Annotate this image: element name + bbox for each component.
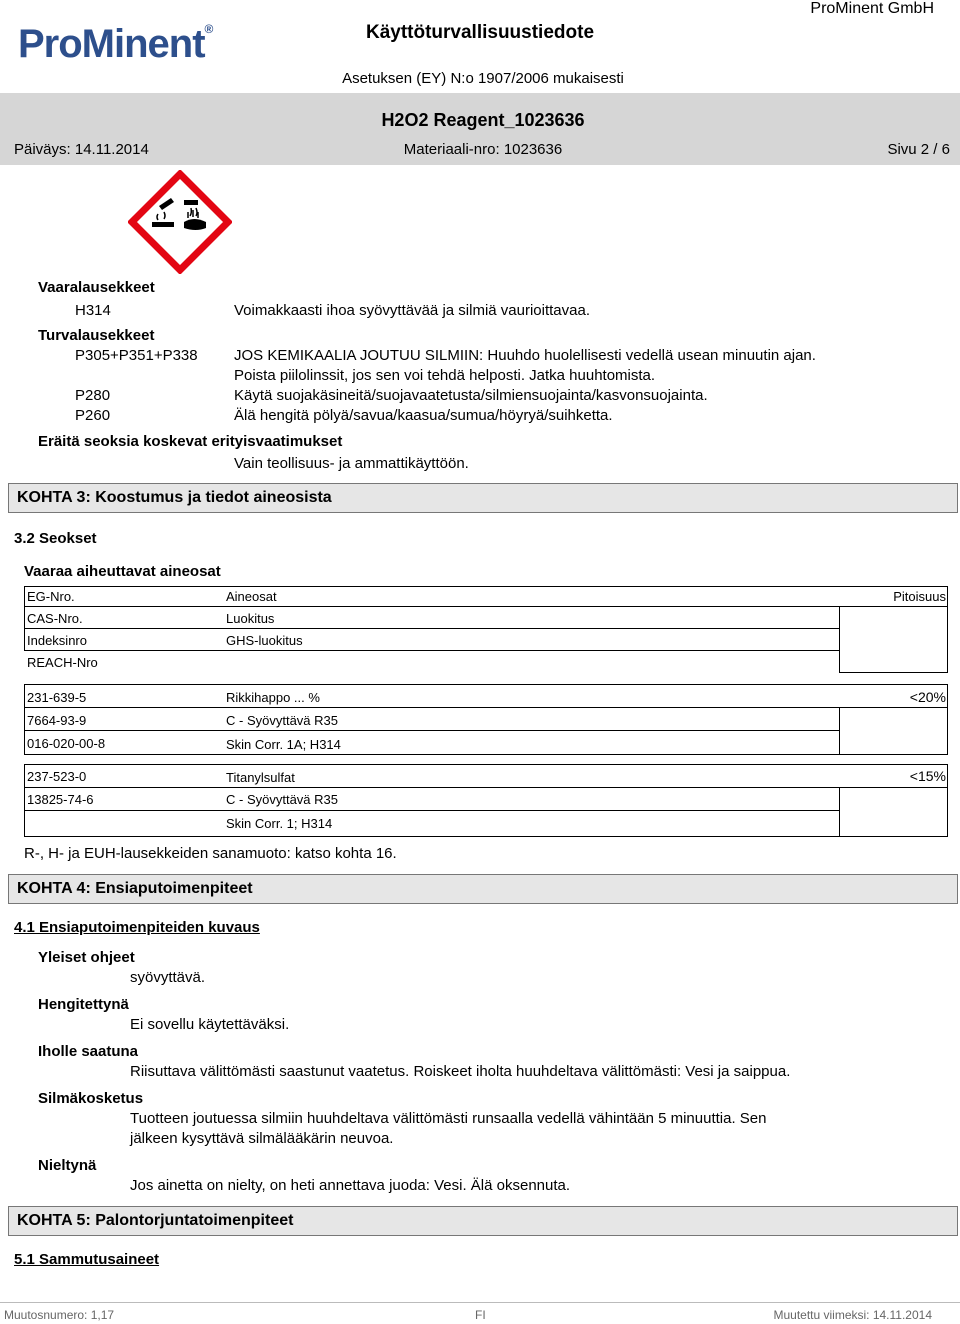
table-row-line-2 xyxy=(24,708,840,731)
index-number: 016-020-00-8 xyxy=(27,736,106,751)
statement-text-p280: Käytä suojakäsineitä/suojavaatetusta/silmiensuojainta/kasvonsuojainta. xyxy=(234,387,708,404)
component-classification: C - Syövyttävä R35 xyxy=(226,713,338,728)
section-4-header: KOHTA 4: Ensiaputoimenpiteet xyxy=(8,874,958,904)
first-aid-skin-text: Riisuttava välittömästi saastunut vaatetus. Roiskeet iholta huuhdeltava välittömästi: Vesi ja saippua. xyxy=(130,1063,791,1080)
column-components: Aineosat xyxy=(226,589,277,604)
component-name: Titanylsulfat xyxy=(226,770,295,785)
component-concentration: <15% xyxy=(909,768,946,784)
first-aid-inhalation-text: Ei sovellu käytettäväksi. xyxy=(130,1016,290,1033)
regulation-text: Asetuksen (EY) N:o 1907/2006 mukaisesti xyxy=(342,70,624,87)
statement-code-p260: P260 xyxy=(75,407,111,424)
components-table-title: Vaaraa aiheuttavat aineosat xyxy=(24,563,221,580)
section-3-header: KOHTA 3: Koostumus ja tiedot aineosista xyxy=(8,483,958,513)
statement-text-p305-continued: Poista piilolinssit, jos sen voi tehdä helposti. Jatka huuhtomista. xyxy=(234,367,656,384)
table-header-concentration-cell xyxy=(839,606,948,673)
column-ghs-classification: GHS-luokitus xyxy=(226,633,303,648)
component-name: Rikkihappo ... % xyxy=(226,690,320,705)
table-row xyxy=(24,684,948,708)
first-aid-eye-text: Tuotteen joutuessa silmiin huuhdeltava välittömästi runsaalla vedellä vähintään 5 minuuttia. Sen xyxy=(130,1110,767,1127)
issue-date: Päiväys: 14.11.2014 xyxy=(14,141,149,158)
statement-code-p280: P280 xyxy=(75,387,111,404)
column-concentration: Pitoisuus xyxy=(893,589,946,604)
r-h-euh-note: R-, H- ja EUH-lausekkeiden sanamuoto: katso kohta 16. xyxy=(24,845,397,862)
statement-text-p260: Älä hengitä pölyä/savua/kaasua/sumua/höyryä/suihketta. xyxy=(234,407,613,424)
cas-number: 7664-93-9 xyxy=(27,713,87,728)
component-ghs-classification: Skin Corr. 1; H314 xyxy=(226,816,333,831)
column-cas-no: CAS-Nro. xyxy=(27,611,83,626)
section-5-header: KOHTA 5: Palontorjuntatoimenpiteet xyxy=(8,1206,958,1236)
statement-text-h314: Voimakkaasti ihoa syövyttävää ja silmiä vaurioittavaa. xyxy=(234,302,591,319)
cas-number: 13825-74-6 xyxy=(27,792,94,807)
table-header-row-2 xyxy=(24,607,840,629)
material-number: Materiaali-nro: 1023636 xyxy=(403,141,563,158)
table-row-concentration-cell xyxy=(839,787,948,837)
column-classification: Luokitus xyxy=(226,611,275,626)
column-reach-no: REACH-Nro xyxy=(27,655,98,670)
document-title: Käyttöturvallisuustiedote xyxy=(365,22,595,43)
first-aid-skin-heading: Iholle saatuna xyxy=(38,1043,139,1060)
section-5-1-heading: 5.1 Sammutusaineet xyxy=(14,1251,160,1268)
hazard-statements-heading: Vaaralausekkeet xyxy=(38,279,155,296)
product-name: H2O2 Reagent_1023636 xyxy=(381,110,585,130)
special-requirements-text: Vain teollisuus- ja ammattikäyttöön. xyxy=(234,455,469,472)
statement-code-p305: P305+P351+P338 xyxy=(75,347,198,364)
prominent-logo: ProMinent® xyxy=(18,22,213,66)
revision-number: Muutosnumero: 1,17 xyxy=(4,1308,115,1322)
eg-number: 237-523-0 xyxy=(27,769,87,784)
last-modified: Muutettu viimeksi: 14.11.2014 xyxy=(773,1308,932,1322)
table-row xyxy=(24,764,948,788)
section-4-1-heading: 4.1 Ensiaputoimenpiteiden kuvaus xyxy=(14,919,260,936)
table-row-line-2 xyxy=(24,788,840,811)
footer-divider xyxy=(0,1302,960,1303)
first-aid-inhalation-heading: Hengitettynä xyxy=(38,996,129,1013)
first-aid-ingestion-heading: Nieltynä xyxy=(38,1157,97,1174)
table-row-concentration-cell xyxy=(839,707,948,755)
precautionary-statements-heading: Turvalausekkeet xyxy=(38,327,155,344)
component-classification: C - Syövyttävä R35 xyxy=(226,792,338,807)
first-aid-general-heading: Yleiset ohjeet xyxy=(38,949,135,966)
section-3-2-heading: 3.2 Seokset xyxy=(14,530,97,547)
statement-code-h314: H314 xyxy=(75,302,111,319)
table-row-line-3 xyxy=(24,731,840,755)
first-aid-eye-text-continued: jälkeen kysyttävä silmälääkärin neuvoa. xyxy=(130,1130,394,1147)
column-index-no: Indeksinro xyxy=(27,633,87,648)
column-eg-no: EG-Nro. xyxy=(27,589,75,604)
special-requirements-heading: Eräitä seoksia koskevat erityisvaatimukset xyxy=(38,433,343,450)
first-aid-ingestion-text: Jos ainetta on nielty, on heti annettava juoda: Vesi. Älä oksennuta. xyxy=(130,1177,571,1194)
company-name: ProMinent GmbH xyxy=(810,0,934,17)
table-header-row xyxy=(24,586,948,607)
page-number: Sivu 2 / 6 xyxy=(887,141,950,158)
component-concentration: <20% xyxy=(909,689,946,705)
first-aid-general-text: syövyttävä. xyxy=(130,969,206,986)
component-ghs-classification: Skin Corr. 1A; H314 xyxy=(226,737,341,752)
ghs05-corrosion-icon xyxy=(128,170,232,274)
language-code: FI xyxy=(475,1308,486,1322)
eg-number: 231-639-5 xyxy=(27,690,87,705)
table-row-line-3 xyxy=(24,811,840,837)
statement-text-p305: JOS KEMIKAALIA JOUTUU SILMIIN: Huuhdo huolellisesti vedellä usean minuutin ajan. xyxy=(234,347,816,364)
table-header-row-3 xyxy=(24,629,840,651)
first-aid-eye-heading: Silmäkosketus xyxy=(38,1090,144,1107)
